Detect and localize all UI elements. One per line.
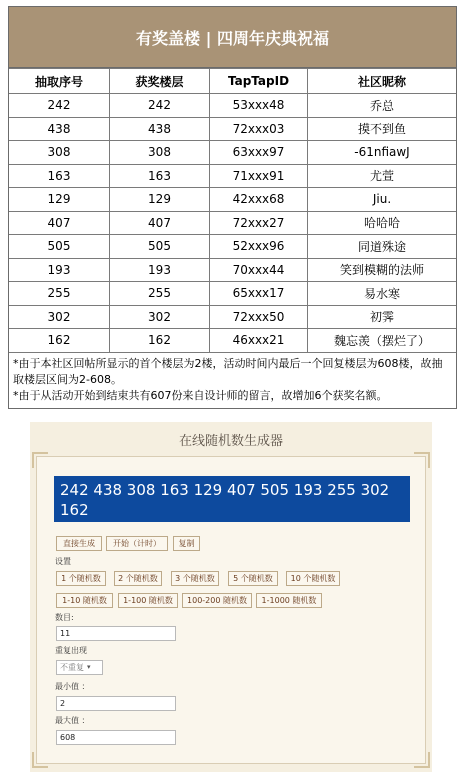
cell-index: 407 [9, 211, 110, 235]
generate-button[interactable]: 直接生成 [56, 536, 102, 551]
cell-nickname: 魏忘羡（摆烂了） [308, 329, 457, 353]
cell-floor: 308 [110, 141, 210, 165]
table-notes [9, 353, 456, 408]
count-input[interactable]: 11 [56, 626, 176, 641]
cell-index: 438 [9, 117, 110, 141]
range-1-1000-button[interactable]: 1-1000 随机数 [256, 593, 322, 608]
table-row [9, 117, 456, 141]
generator-title: 在线随机数生成器 [178, 434, 283, 449]
cell-id: 71xxx91 [210, 164, 308, 188]
cell-index: 193 [9, 258, 110, 282]
table-row [9, 164, 456, 188]
cell-index: 505 [9, 235, 110, 259]
preset-3-button[interactable]: 3 个随机数 [171, 571, 219, 586]
count-label: 数目: [55, 613, 74, 622]
table-row [9, 188, 456, 212]
cell-floor: 505 [110, 235, 210, 259]
cell-floor: 193 [110, 258, 210, 282]
cell-floor: 302 [110, 305, 210, 329]
table-row [9, 329, 456, 353]
col-draw-index: 抽取序号 [9, 69, 110, 94]
preset-2-button[interactable]: 2 个随机数 [114, 571, 162, 586]
cell-nickname: -61nfiawJ [308, 141, 457, 165]
preset-5-button[interactable]: 5 个随机数 [228, 571, 278, 586]
min-input[interactable]: 2 [56, 696, 176, 711]
cell-nickname: 笑到模糊的法师 [308, 258, 457, 282]
cell-index: 255 [9, 282, 110, 306]
copy-button[interactable]: 复制 [173, 536, 200, 551]
table-row [9, 305, 456, 329]
cell-id: 46xxx21 [210, 329, 308, 353]
min-label: 最小值 ： [55, 682, 90, 691]
cell-id: 65xxx17 [210, 282, 308, 306]
cell-id: 72xxx03 [210, 117, 308, 141]
note-floor-range: *由于本社区回帖所显示的首个楼层为2楼，活动时间内最后一个回复楼层为608楼，故抽取楼层区间为2-608。 [13, 356, 443, 386]
cell-index: 163 [9, 164, 110, 188]
cell-index: 308 [9, 141, 110, 165]
col-floor: 获奖楼层 [110, 69, 210, 94]
cell-nickname: 摸不到鱼 [308, 117, 457, 141]
cell-nickname: Jiu. [308, 188, 457, 212]
settings-label: 设置 [55, 557, 71, 566]
range-1-100-button[interactable]: 1-100 随机数 [118, 593, 178, 608]
cell-id: 70xxx44 [210, 258, 308, 282]
winners-table-panel [8, 6, 457, 409]
cell-nickname: 易水寒 [308, 282, 457, 306]
table-row [9, 94, 456, 118]
range-100-200-button[interactable]: 100-200 随机数 [182, 593, 252, 608]
chevron-down-icon: ▾ [87, 663, 91, 671]
max-input[interactable]: 608 [56, 730, 176, 745]
table-row [9, 235, 456, 259]
corner-ornament-icon [414, 752, 430, 768]
cell-nickname: 初霁 [308, 305, 457, 329]
table-header-row [9, 69, 456, 94]
result-display: 242 438 308 163 129 407 505 193 255 302 162 [54, 476, 410, 522]
winners-table [9, 68, 456, 353]
col-nickname: 社区昵称 [308, 69, 457, 94]
corner-ornament-icon [32, 452, 48, 468]
start-timer-button[interactable]: 开始（计时） [106, 536, 168, 551]
table-row [9, 282, 456, 306]
cell-index: 162 [9, 329, 110, 353]
range-1-10-button[interactable]: 1-10 随机数 [56, 593, 113, 608]
preset-10-button[interactable]: 10 个随机数 [286, 571, 340, 586]
cell-nickname: 哈哈哈 [308, 211, 457, 235]
table-row [9, 258, 456, 282]
corner-ornament-icon [414, 452, 430, 468]
cell-id: 63xxx97 [210, 141, 308, 165]
cell-id: 42xxx68 [210, 188, 308, 212]
preset-1-button[interactable]: 1 个随机数 [56, 571, 106, 586]
repeat-label: 重复出现 [55, 646, 87, 655]
corner-ornament-icon [32, 752, 48, 768]
note-extra-winners: *由于从活动开始到结束共有607份来自设计师的留言，故增加6个获奖名额。 [13, 388, 388, 402]
cell-id: 72xxx27 [210, 211, 308, 235]
table-row [9, 211, 456, 235]
cell-floor: 129 [110, 188, 210, 212]
col-taptap-id: TapTapID [210, 69, 308, 94]
cell-floor: 162 [110, 329, 210, 353]
cell-floor: 407 [110, 211, 210, 235]
table-title: 有奖盖楼 | 四周年庆典祝福 [9, 7, 456, 68]
cell-id: 72xxx50 [210, 305, 308, 329]
cell-floor: 242 [110, 94, 210, 118]
repeat-select-value: 不重复 [60, 663, 84, 672]
cell-index: 242 [9, 94, 110, 118]
table-row [9, 141, 456, 165]
cell-id: 53xxx48 [210, 94, 308, 118]
cell-id: 52xxx96 [210, 235, 308, 259]
random-generator-panel [30, 422, 432, 772]
cell-nickname: 乔总 [308, 94, 457, 118]
cell-nickname: 尤萱 [308, 164, 457, 188]
cell-nickname: 同道殊途 [308, 235, 457, 259]
cell-floor: 255 [110, 282, 210, 306]
repeat-select[interactable] [56, 660, 103, 675]
max-label: 最大值 ： [55, 716, 90, 725]
cell-index: 129 [9, 188, 110, 212]
cell-floor: 163 [110, 164, 210, 188]
cell-index: 302 [9, 305, 110, 329]
cell-floor: 438 [110, 117, 210, 141]
